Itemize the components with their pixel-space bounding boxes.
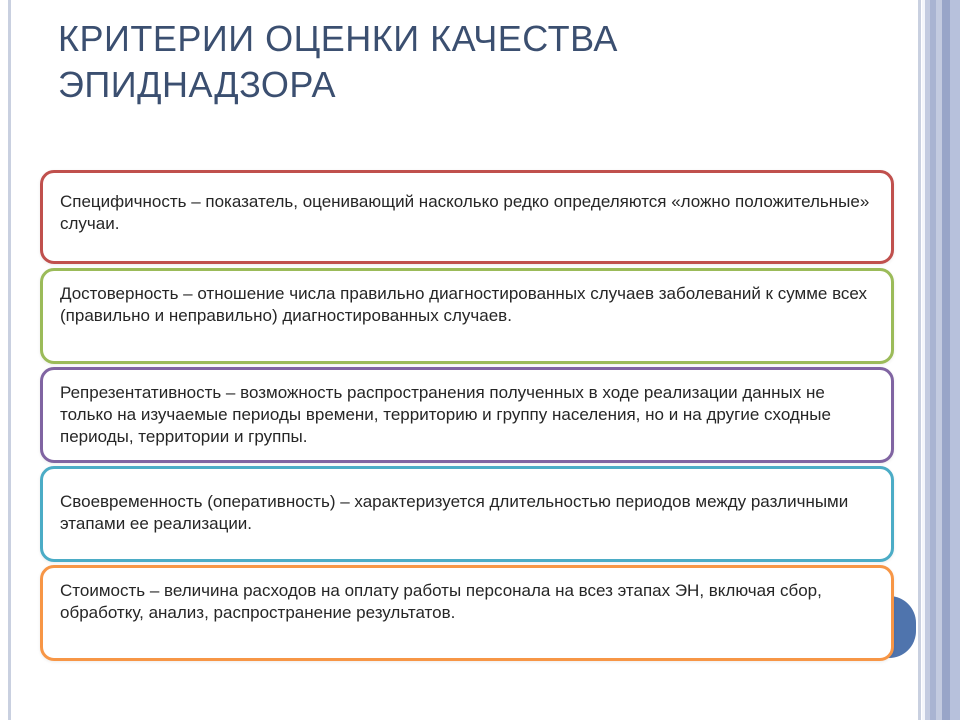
criterion-text: Специфичность – показатель, оценивающий насколько редко определяются «ложно положительные» случаи. <box>60 192 870 233</box>
criterion-timeliness <box>40 466 894 562</box>
criterion-text: Достоверность – отношение числа правильно диагностированных случаев заболеваний к сумме всех (правильно и неправильно) диагностированных случаев. <box>60 284 867 325</box>
criterion-text: Своевременность (оперативность) – характеризуется длительностью периодов между различными этапами ее реализации. <box>60 492 849 533</box>
slide-title <box>58 16 878 108</box>
criterion-cost <box>40 565 894 661</box>
criterion-text: Стоимость – величина расходов на оплату работы персонала на всез этапах ЭН, включая сбор, обработку, анализ, распространение результатов. <box>60 581 822 622</box>
title-line-1: КРИТЕРИИ ОЦЕНКИ КАЧЕСТВА <box>58 18 618 59</box>
frame-line-right <box>918 0 921 720</box>
criterion-representativeness <box>40 367 894 463</box>
criterion-reliability <box>40 268 894 364</box>
side-stripes <box>922 0 960 720</box>
criterion-text: Репрезентативность – возможность распространения полученных в ходе реализации данных не только на изучаемые периоды времени, территорию и группу населения, но и на другие сходные периоды, территории и группы. <box>60 383 831 446</box>
title-line-2: ЭПИДНАДЗОРА <box>58 64 337 105</box>
criterion-specificity <box>40 170 894 264</box>
frame-line-left <box>8 0 11 720</box>
